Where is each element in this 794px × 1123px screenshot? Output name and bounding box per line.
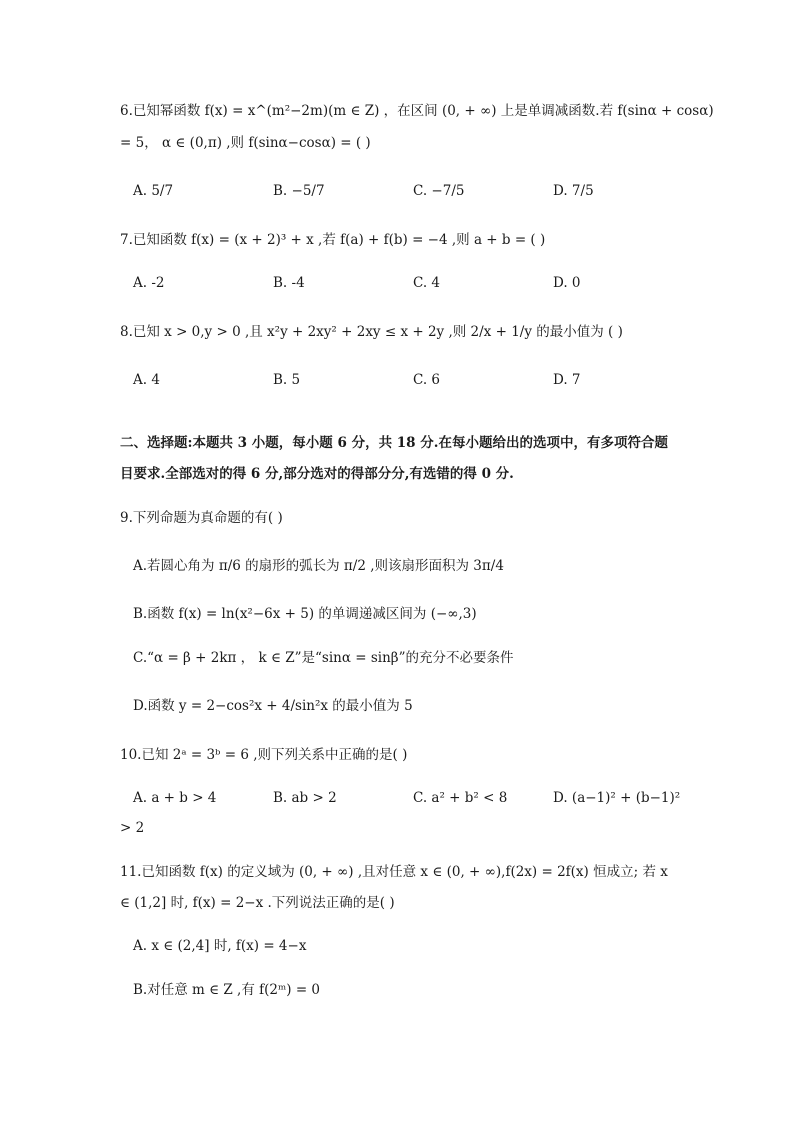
q10-option-d-continuation: > 2 — [120, 820, 145, 836]
section-2-header-line2: 目要求.全部选对的得 6 分,部分选对的得部分分,有选错的得 0 分. — [120, 466, 514, 482]
q10-option-c: C. a² + b² < 8 — [413, 790, 508, 806]
q10-option-a: A. a + b > 4 — [133, 790, 217, 806]
q9-option-d: D.函数 y = 2−cos²x + 4/sin²x 的最小值为 5 — [133, 698, 413, 714]
q7-option-b: B. -4 — [273, 275, 305, 291]
q9-option-b: B.函数 f(x) = ln(x²−6x + 5) 的单调递减区间为 (−∞,3) — [133, 606, 477, 622]
q9-option-c: C.“α = β + 2kπ ， k ∈ Z”是“sinα = sinβ”的充分不必要条件 — [133, 650, 514, 666]
q8-option-a: A. 4 — [133, 372, 160, 388]
q7-stem: 7.已知函数 f(x) = (x + 2)³ + x ,若 f(a) + f(b) = −4 ,则 a + b = ( ) — [120, 232, 546, 248]
q8-option-b: B. 5 — [273, 372, 301, 388]
q10-stem: 10.已知 2ᵃ = 3ᵇ = 6 ,则下列关系中正确的是( ) — [120, 747, 408, 763]
q7-option-c: C. 4 — [413, 275, 441, 291]
q6-option-d: D. 7/5 — [553, 183, 594, 199]
q11-stem-line1: 11.已知函数 f(x) 的定义域为 (0, + ∞) ,且对任意 x ∈ (0, + ∞),f(2x) = 2f(x) 恒成立; 若 x — [120, 864, 668, 880]
q6-option-c: C. −7/5 — [413, 183, 465, 199]
q8-stem: 8.已知 x > 0,y > 0 ,且 x²y + 2xy² + 2xy ≤ x + 2y ,则 2/x + 1/y 的最小值为 ( ) — [120, 324, 623, 340]
q11-stem-line2: ∈ (1,2] 时, f(x) = 2−x .下列说法正确的是( ) — [120, 895, 395, 911]
section-2-header-line1: 二、选择题:本题共 3 小题，每小题 6 分，共 18 分.在每小题给出的选项中，有多项符合题 — [120, 435, 668, 451]
q6-option-a: A. 5/7 — [133, 183, 174, 199]
q10-option-b: B. ab > 2 — [273, 790, 337, 806]
q6-stem-line2: = 5， α ∈ (0,π) ,则 f(sinα−cosα) = ( ) — [120, 135, 371, 151]
q9-stem: 9.下列命题为真命题的有( ) — [120, 510, 283, 526]
q7-option-a: A. -2 — [133, 275, 165, 291]
q6-option-b: B. −5/7 — [273, 183, 325, 199]
q8-option-d: D. 7 — [553, 372, 581, 388]
q9-option-a: A.若圆心角为 π/6 的扇形的弧长为 π/2 ,则该扇形面积为 3π/4 — [133, 558, 504, 574]
q6-stem-line1: 6.已知幂函数 f(x) = x^(m²−2m)(m ∈ Z) ，在区间 (0, + ∞) 上是单调减函数.若 f(sinα + cosα) — [120, 103, 714, 119]
q11-option-a: A. x ∈ (2,4] 时, f(x) = 4−x — [133, 938, 307, 954]
q8-option-c: C. 6 — [413, 372, 441, 388]
q11-option-b: B.对任意 m ∈ Z ,有 f(2ᵐ) = 0 — [133, 982, 321, 998]
q10-option-d: D. (a−1)² + (b−1)² — [553, 790, 681, 806]
q7-option-d: D. 0 — [553, 275, 581, 291]
